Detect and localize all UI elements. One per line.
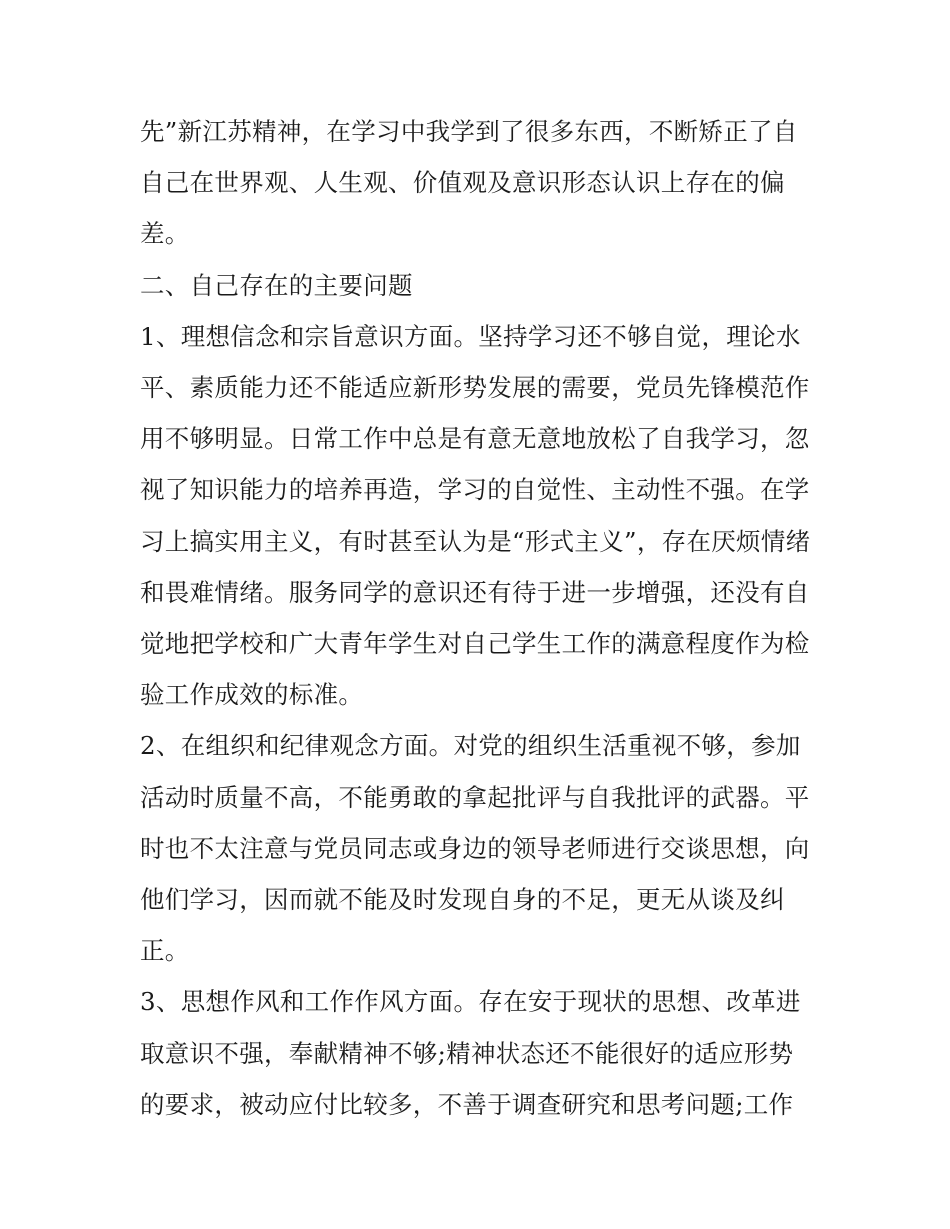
text-line: 取意识不强，奉献精神不够;精神状态还不能很好的适应形势 [140,1038,794,1068]
text-line: 用不够明显。日常工作中总是有意无意地放松了自我学习，忽 [140,424,810,454]
text-line: 他们学习，因而就不能及时发现自身的不足，更无从谈及纠 [140,885,785,915]
text-line: 1、理想信念和宗旨意识方面。坚持学习还不够自觉，理论水 [140,321,801,351]
text-line: 验工作成效的标准。 [140,680,364,710]
text-line: 活动时质量不高，不能勇敢的拿起批评与自我批评的武器。平 [140,782,810,812]
text-line: 2、在组织和纪律观念方面。对党的组织生活重视不够，参加 [140,731,801,761]
text-line: 视了知识能力的培养再造，学习的自觉性、主动性不强。在学 [140,475,810,505]
section-heading: 二、自己存在的主要问题 [140,270,413,300]
text-line: 和畏难情绪。服务同学的意识还有待于进一步增强，还没有自 [140,577,810,607]
text-line: 时也不太注意与党员同志或身边的领导老师进行交谈思想，向 [140,833,810,863]
text-line: 自己在世界观、人生观、价值观及意识形态认识上存在的偏 [140,168,785,198]
text-line: 3、思想作风和工作作风方面。存在安于现状的思想、改革进 [140,987,801,1017]
document-body [140,106,815,1130]
text-line: 正。 [140,936,190,966]
text-line: 先”新江苏精神，在学习中我学到了很多东西，不断矫正了自 [140,117,798,146]
text-line: 平、素质能力还不能适应新形势发展的需要，党员先锋模范作 [140,373,810,403]
text-line: 差。 [140,219,190,249]
text-line: 习上搞实用主义，有时甚至认为是“形式主义”，存在厌烦情绪 [140,526,811,556]
text-line: 的要求，被动应付比较多，不善于调查研究和思考问题;工作 [140,1089,794,1119]
text-line: 觉地把学校和广大青年学生对自己学生工作的满意程度作为检 [140,629,810,659]
